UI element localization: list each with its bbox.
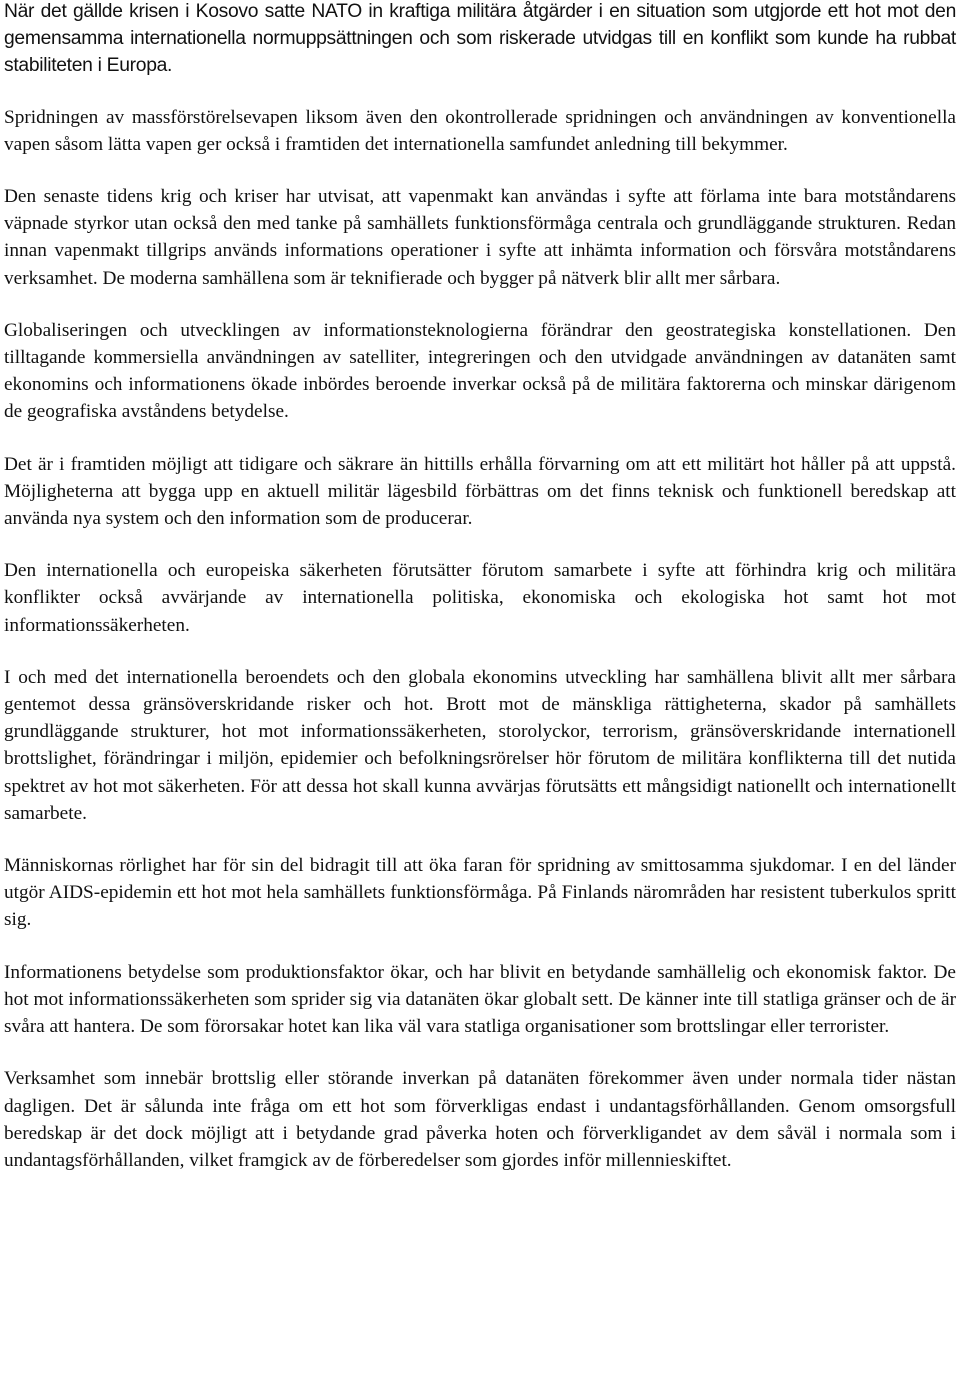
paragraph-infectious-diseases: Människornas rörlighet har för sin del bidragit till att öka faran för spridning av smittosamma sjukdomar. I en del länder utgör AIDS-epidemin ett hot mot hela samhällets funktionsförmåga. På Finlands närområden har resistent tuberkulos spritt sig. [4, 855, 956, 931]
paragraph-international-dependence: I och med det internationella beroendets och den globala ekonomins utveckling har samhällena blivit allt mer sårbara gentemot dessa gränsöverskridande risker och hot. Brott mot de mänskliga rättigheterna, skador på samhällets grundläggande strukturer, hot mot informationssäkerheten, storolyckor, terrorism, gränsöverskridande internationell brottslighet, förändringar i miljön, epidemier och befolkningsrörelser hör förutom de militära konflikterna till det nutida spektret av hot mot säkerheten. För att dessa hot skall kunna avvärjas förutsätts ett mångsidigt nationellt och internationellt samarbete. [4, 666, 956, 824]
paragraph-recent-wars: Den senaste tidens krig och kriser har utvisat, att vapenmakt kan användas i syfte att förlama inte bara motståndarens väpnade styrkor utan också den med tanke på samhällets funktionsförmåga centrala och grundläggande strukturen. Redan innan vapenmakt tillgrips används informations operationer i syfte att inhämta information och försvåra motståndarens verksamhet. De moderna samhällena som är teknifierade och bygger på nätverk blir allt mer sårbara. [4, 186, 956, 289]
paragraph-network-interference: Verksamhet som innebär brottslig eller störande inverkan på datanäten förekommer även under normala tider nästan dagligen. Det är sålunda inte fråga om ett hot som förverkligas endast i undantagsförhållanden. Genom omsorgsfull beredskap är det dock möjligt att i betydande grad påverka hoten och förverkligandet av dem såväl i normala som i undantagsförhållanden, vilket framgick av de förberedelser som gjordes inför millennieskiftet. [4, 1068, 956, 1171]
paragraph-early-warning: Det är i framtiden möjligt att tidigare och säkrare än hittills erhålla förvarning om att ett militärt hot håller på att uppstå. Möjligheterna att bygga upp en aktuell militär lägesbild förbättras om det finns teknisk och funktionell beredskap att använda nya system och den information som de producerar. [4, 453, 956, 530]
paragraph-information-importance: Informationens betydelse som produktionsfaktor ökar, och har blivit en betydande samhällelig och ekonomisk faktor. De hot mot informationssäkerheten som sprider sig via datanäten ökar globalt sett. De känner inte till statliga gränser och de är svåra att hantera. De som förorsakar hotet kan lika väl vara statliga organisationer som brottslingar eller terrorister. [4, 961, 956, 1038]
paragraph-mass-destruction-weapons: Spridningen av massförstörelsevapen liksom även den okontrollerade spridningen och användningen av konventionella vapen såsom lätta vapen ger också i framtiden det internationella samfundet anledning till bekymmer. [4, 106, 956, 155]
paragraph-european-security: Den internationella och europeiska säkerheten förutsätter förutom samarbete i syfte att förhindra krig och militära konflikter också avvärjande av internationella politiska, ekonomiska och ekologiska hot samt hot mot informationssäkerheten. [4, 560, 956, 636]
paragraph-globalisation: Globaliseringen och utvecklingen av informationsteknologierna förändrar den geostrategiska konstellationen. Den tilltagande kommersiella användningen av satelliter, integreringen och den utvidgade användningen av datanäten samt ekonomins och informationens ökade inbördes beroende inverkar också på de militära faktorerna och minskar därigenom de geografiska avståndens betydelse. [4, 319, 956, 423]
paragraph-kosovo: När det gällde krisen i Kosovo satte NATO in kraftiga militära åtgärder i en situation som utgjorde ett hot mot den gemensamma internationella normuppsättningen och som riskerade utvidgas till en konflikt som kunde ha rubbat stabiliteten i Europa. [4, 1, 956, 77]
